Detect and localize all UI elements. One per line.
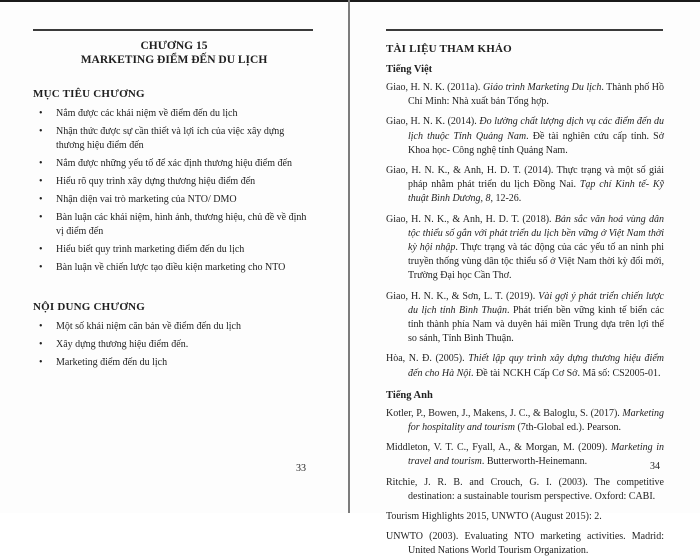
bullet-item: • Marketing điểm đến du lịch	[33, 356, 315, 370]
chapter-number: CHƯƠNG 15	[140, 40, 208, 52]
page-seam	[348, 0, 350, 513]
bullet-item: • Nhận thức được sự cần thiết và lợi ích của việc xây dựng thương hiệu điểm đến	[33, 125, 315, 153]
section-heading-contents: NỘI DUNG CHƯƠNG	[33, 301, 145, 313]
bullet-item: • Bàn luận về chiến lược tạo điều kiện marketing cho NTO	[33, 261, 315, 275]
references-group-heading-english: Tiếng Anh	[386, 389, 433, 401]
bullet-item: • Nhận diện vai trò marketing của NTO/ DMO	[33, 193, 315, 207]
chapter-title: MARKETING ĐIỂM ĐẾN DU LỊCH	[80, 53, 268, 66]
reference-entry: Tourism Highlights 2015, UNWTO (August 2015): 2.	[386, 511, 602, 523]
header-rule-left	[33, 29, 313, 31]
objectives-list	[33, 107, 315, 275]
reference-entry: Giao, H. N. K., & Sơn, L. T. (2019). Vài gợi ý phát triển chiến lược du lịch tỉnh Bình Thuận. Phát triển bền vững kinh tế biển các tỉnh thành phía Nam và duyên hải miền Trung dựa trên lợi thế so sánh, Tỉnh Bình Thuận.	[386, 290, 664, 345]
bullet-item: • Một số khái niệm căn bản về điểm đến du lịch	[33, 320, 315, 334]
page-number-right: 34	[650, 461, 660, 472]
reference-entry: Giao, H. N. K., & Anh, H. D. T. (2014). Thực trạng và một số giải pháp nhằm phát triển du lịch Đồng Nai. Tạp chí Kinh tế- Kỹ thuật Bình Dương, 8, 12-26.	[386, 165, 664, 205]
references-title: TÀI LIỆU THAM KHẢO	[386, 43, 512, 55]
bullet-item: • Bàn luận các khái niệm, hình ảnh, thương hiệu, chủ đề về định vị điểm đến	[33, 211, 315, 239]
reference-entry: Middleton, V. T. C., Fyall, A., & Morgan, M. (2009). Marketing in travel and tourism. Butterworth-Heinemann.	[386, 442, 665, 468]
bullet-item: • Xây dựng thương hiệu điểm đến.	[33, 338, 315, 352]
references-english	[386, 407, 664, 559]
page-number-left: 33	[296, 463, 306, 474]
bullet-item: • Hiểu biết quy trình marketing điểm đến du lịch	[33, 243, 315, 257]
reference-entry: Giao, H. N. K., & Anh, H. D. T. (2018). Bản sắc văn hoá vùng dân tộc thiểu số gắn với phát triển du lịch bền vững ở Việt Nam thời kỳ hội nhập. Thực trạng và tác động của các yếu tố an ninh phi truyền thống vùng dân tộc thiểu số ở Việt Nam thời kỳ đổi mới, Trường Đại học Cần Thơ.	[386, 213, 664, 282]
reference-entry: Giao, H. N. K. (2014). Đo lường chất lượng dịch vụ các điểm đến du lịch thuộc Tỉnh Quảng Nam. Đề tài nghiên cứu cấp tỉnh. Sở Khoa học- Công nghệ tỉnh Quảng Nam.	[386, 116, 665, 156]
reference-entry: Hòa, N. Đ. (2005). Thiết lập quy trình xây dựng thương hiệu điểm đến cho Hà Nội. Đề tài NCKH Cấp Cơ Sở. Mã số: CS2005-01.	[386, 353, 664, 379]
scan-edge-top	[0, 0, 700, 2]
reference-entry: Kotler, P., Bowen, J., Makens, J. C., & Baloglu, S. (2017). Marketing for hospitality and tourism (7th-Global ed.). Pearson.	[386, 407, 664, 434]
contents-list	[33, 320, 315, 370]
bullet-item: • Hiểu rõ quy trình xây dựng thương hiệu điểm đến	[33, 175, 315, 189]
reference-entry: UNWTO (2003). Evaluating NTO marketing activities. Madrid: United Nations World Tourism Organization.	[386, 531, 664, 557]
section-heading-objectives: MỤC TIÊU CHƯƠNG	[33, 88, 145, 100]
right-page	[386, 29, 664, 559]
references-group-heading-vietnamese: Tiếng Việt	[386, 64, 433, 75]
left-page	[33, 29, 315, 374]
bullet-item: • Nắm được các khái niệm về điểm đến du lịch	[33, 107, 315, 121]
references-vietnamese	[386, 81, 664, 381]
bullet-item: • Nắm được những yếu tố để xác định thương hiệu điểm đến	[33, 157, 315, 171]
reference-entry: Giao, H. N. K. (2011a). Giáo trình Marketing Du lịch. Thành phố Hồ Chí Minh: Nhà xuất bản Tổng hợp.	[386, 82, 664, 108]
reference-entry: Ritchie, J. R. B. and Crouch, G. I. (2003). The competitive destination: a sustainable tourism perspective. Oxford: CABI.	[386, 476, 664, 502]
header-rule-right	[386, 29, 663, 31]
